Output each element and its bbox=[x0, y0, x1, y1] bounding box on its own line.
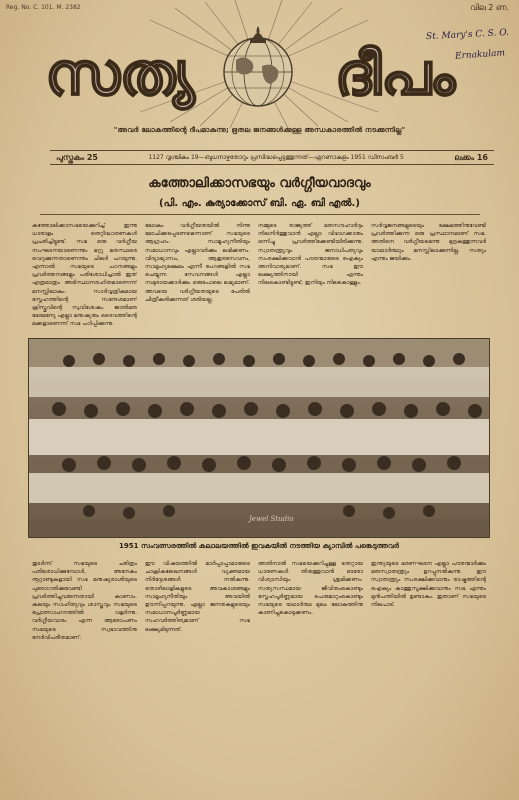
article-column-6: ഈ വിഷയത്തിൽ മാർപ്പാപ്പാമാരുടെ ചാക്രികലേഖനങ്ങൾ വ്യക്തമായ നിർദ്ദേശങ്ങൾ നൽകുന്നു. തൊഴിലാളികളുടെ അവകാശങ്ങളും സാമൂഹ്യനീതിയും അവയിൽ ഊന്നിപ്പറയുന്നു. എല്ലാ ജനതകളുടെയും സമാധാനപൂർണ്ണമായ സഹവർത്തിത്വമാണ് സഭ ലക്ഷ്യമിടുന്നത്. bbox=[145, 561, 250, 633]
masthead-tagline: "അവർ ലോകത്തിന്റെ ദീപമാകുന്നു; ഭൂതല ജനങ്ങൾക്കുള്ള അന്ധകാരത്തിൽ നടക്കുന്നില്ല" bbox=[113, 126, 406, 134]
issue-date-line: 1127 വൃശ്ചികം 19—ബുധനാഴ്ചതോറും പ്രസിദ്ധപ്പെടുത്തുന്നത്—ഏറണാകുളം 1951 ഡിസംബർ 5 bbox=[148, 153, 404, 161]
article-column-8: ഇന്ത്യയുടെ ഭരണഘടന എല്ലാ പൗരന്മാർക്കും മതസ്വാതന്ത്ര്യം ഉറപ്പുനൽകുന്നു. ഈ സ്വാതന്ത്ര്യം സംരക്ഷിക്കുവാനും രാഷ്ട്രത്തിന്റെ ഐക്യം കാത്തുസൂക്ഷിക്കുവാനും സഭ എന്നും മുൻപന്തിയിൽ ഉണ്ടാകും. ഇതാണ് സഭയുടെ നിലപാട്. bbox=[371, 561, 486, 609]
group-photo bbox=[28, 338, 490, 538]
article-headline: കത്തോലിക്കാസഭയും വർഗ്ഗീയവാദവും bbox=[148, 176, 371, 191]
lamp-icon bbox=[250, 26, 266, 43]
price-label: വില 2 ണ. bbox=[470, 3, 509, 12]
handwritten-note-1: St. Mary's C. S. O. bbox=[425, 27, 510, 43]
issue-info-bar bbox=[50, 150, 494, 165]
volume-label: പുസ്തകം 25 bbox=[56, 152, 98, 162]
article-column-4: സർവ്വജനങ്ങളുടെയും ക്ഷേമത്തിനുവേണ്ടി പ്രവർത്തിക്കുന്ന ഒരു പ്രസ്ഥാനമാണ് സഭ. അതിനെ വർഗ്ഗീയമെന്നു മുദ്രകുത്തുന്നവർ യാഥാർത്ഥ്യം മനസ്സിലാക്കുന്നില്ല. സത്യം എന്നും ജയിക്കും. bbox=[371, 223, 486, 262]
article-byline: (പി. എം. കുര്യാക്കോസ് ബി. ഏ. ബി എൽ.) bbox=[159, 198, 360, 209]
masthead-right: ദീപം bbox=[334, 40, 456, 108]
article-column-7: അതിനാൽ സഭയെക്കുറിച്ചുള്ള തെറ്റായ ധാരണകൾ തിരുത്തുവാൻ ഓരോ വിശ്വാസിയും ശ്രമിക്കണം. സത്യസന്ധമായ ജീവിതംകൊണ്ടും സ്നേഹപൂർണ്ണമായ പെരുമാറ്റംകൊണ്ടും സഭയുടെ യഥാർത്ഥ മുഖം ലോകത്തിനു കാണിച്ചുകൊടുക്കണം. bbox=[258, 561, 363, 617]
article-column-2: ലോകം വർഗ്ഗീയതയിൽ നിന്നു മോചിക്കപ്പെടണമെന്നാണ് സഭയുടെ ആഗ്രഹം. സാമൂഹ്യനീതിയും സമാധാനവും എല്ലാവർക്കും ലഭിക്കണം. വിദ്യാഭ്യാസം, ആതുരസേവനം, സാമൂഹ്യക്ഷേമം എന്നീ രംഗങ്ങളിൽ സഭ ചെയ്യുന്ന സേവനങ്ങൾ എല്ലാ സമുദായക്കാർക്കും ഒരുപോലെ ലഭ്യമാണ്. അവയെ വർഗ്ഗീയതയുടെ പേരിൽ ചിത്രീകരിക്കുന്നത് ശരിയല്ല. bbox=[145, 223, 250, 303]
photo-caption: 1951 സംവത്സരത്തിൽ കലാലയത്തിൽ ഇവകയിൽ നടത്തിയ ക്യാമ്പിൽ പങ്കെടുത്തവർ bbox=[119, 542, 399, 550]
article-column-5: തുടർന്ന് സഭയുടെ ചരിത്രം പരിശോധിക്കുമ്പോൾ, അനേകം നൂറ്റാണ്ടുകളായി സഭ മനുഷ്യരാശിയുടെ പുരോഗതിക്കുവേണ്ടി പ്രവർത്തിച്ചുവരുന്നതായി കാണാം. കലയും സാഹിത്യവും ശാസ്ത്രവും സഭയുടെ പ്രോത്സാഹനത്തിൽ വളർന്നു. വർഗ്ഗീയവാദം എന്ന ആരോപണം സഭയുടെ സ്വഭാവത്തിനു നേർവിപരീതമാണ്. bbox=[32, 561, 137, 641]
masthead bbox=[0, 0, 519, 140]
article-column-1: കത്തോലിക്കാസഭയെക്കുറിച്ച് ഇന്നു ധാരാളം തെറ്റിദ്ധാരണകൾ പ്രചരിച്ചിട്ടുണ്ട്. സഭ ഒരു വർഗ്ഗീയ സംഘടനയാണെന്നും മറ്റു മതസ്ഥരെ വെറുക്കുന്നതാണെന്നും ചിലർ പറയുന്നു. എന്നാൽ സഭയുടെ പഠനങ്ങളും പ്രവർത്തനങ്ങളും പരിശോധിച്ചാൽ ഇത് എത്രമാത്രം അടിസ്ഥാനരഹിതമാണെന്ന് മനസ്സിലാകും. സാർവ്വത്രികമായ സ്നേഹത്തിന്റെ സന്ദേശമാണ് ക്രിസ്തുവിന്റെ സുവിശേഷം. ജാതിമത ഭേദമന്യേ എല്ലാ മനുഷ്യരും ദൈവത്തിന്റെ മക്കളാണെന്ന് സഭ പഠിപ്പിക്കുന്നു. bbox=[32, 223, 137, 328]
issue-number-label: ലക്കം 16 bbox=[454, 152, 488, 162]
registration-number: Reg. No. C. 101. M. 2382 bbox=[6, 4, 81, 11]
handwritten-note-2: Ernakulam bbox=[454, 48, 506, 62]
group-photo-figures bbox=[29, 339, 490, 538]
seated-row-figures bbox=[62, 456, 461, 472]
headline-divider bbox=[40, 214, 480, 215]
article-column-3: നമ്മുടെ രാജ്യത്ത് മതസൗഹാർദ്ദം നിലനിർത്തുവാൻ എല്ലാ വിഭാഗക്കാരും ഒന്നിച്ചു പ്രവർത്തിക്കേണ്ടിയിരിക്കുന്നു. സ്വാതന്ത്ര്യവും ജനാധിപത്യവും സംരക്ഷിക്കുവാൻ പൗരന്മാരുടെ ഐക്യം അനിവാര്യമാണ്. സഭ ഈ ലക്ഷ്യത്തിനായി എന്നും നിലകൊണ്ടിട്ടുണ്ട്; ഇനിയും നിലകൊള്ളും. bbox=[258, 223, 363, 287]
photo-studio-mark: Jewel Studio bbox=[249, 515, 294, 523]
middle-row-figures bbox=[52, 402, 482, 418]
masthead-left: സത്യ bbox=[45, 40, 195, 108]
globe-icon bbox=[224, 38, 292, 106]
